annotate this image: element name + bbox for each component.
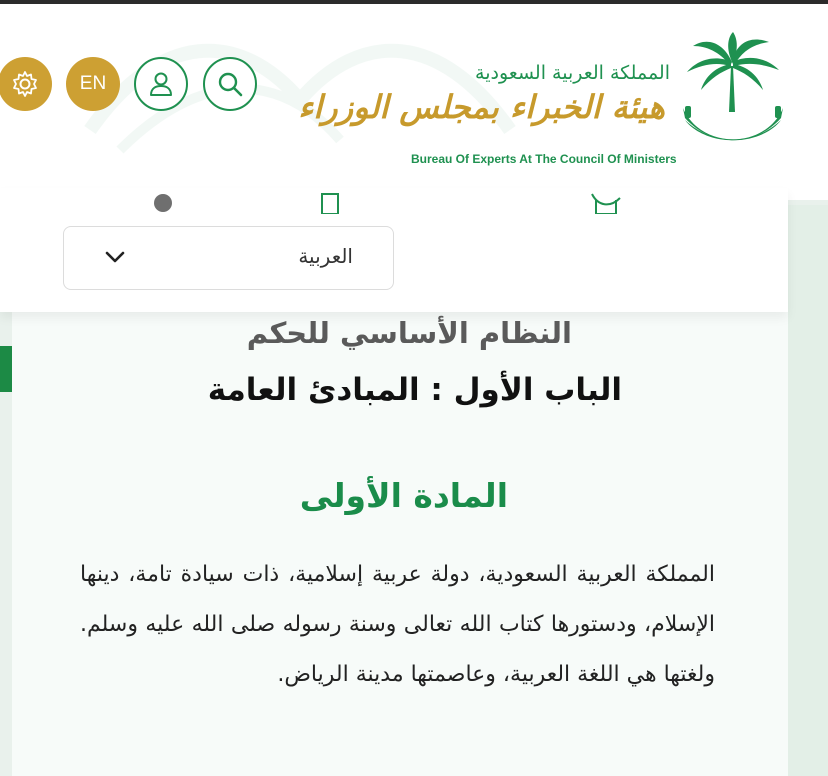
settings-button[interactable]: [0, 57, 52, 111]
language-select[interactable]: [63, 226, 394, 290]
document-icon: [318, 192, 342, 214]
account-button[interactable]: [134, 57, 188, 111]
section-accent-bar: [0, 346, 12, 392]
law-title: النظام الأساسي للحكم: [246, 316, 572, 350]
article-body: المملكة العربية السعودية، دولة عربية إسلامية، ذات سيادة تامة، دينها الإسلام، ودستورها كتاب الله تعالى وسنة رسوله صلى الله عليه وسلم. ولغتها هي اللغة العربية، وعاصمتها مدينة الرياض.: [80, 562, 715, 687]
palm-and-swords-emblem: [677, 32, 789, 164]
site-logo[interactable]: [298, 32, 800, 172]
side-strip: [788, 205, 828, 776]
language-select-value: العربية: [298, 244, 353, 268]
navigation-panel: [0, 188, 788, 312]
search-button[interactable]: [203, 57, 257, 111]
gear-icon: [10, 69, 40, 99]
globe-icon: [152, 192, 174, 214]
language-toggle-label: EN: [79, 73, 107, 94]
search-icon: [216, 70, 244, 98]
logo-bureau-name-arabic: هيئة الخبراء بمجلس الوزراء: [298, 88, 665, 126]
article-title: المادة الأولى: [299, 476, 508, 515]
user-icon: [147, 70, 175, 98]
language-toggle-button[interactable]: [66, 57, 120, 111]
nav-menu-peek: [60, 188, 640, 214]
nav-item-icon: [590, 192, 622, 214]
chapter-title: الباب الأول : المبادئ العامة: [207, 372, 622, 408]
chevron-down-icon: [104, 249, 126, 265]
logo-country-name: المملكة العربية السعودية: [475, 62, 670, 84]
logo-bureau-name-english: Bureau Of Experts At The Council Of Ministers: [411, 152, 677, 166]
site-header: [0, 4, 828, 200]
